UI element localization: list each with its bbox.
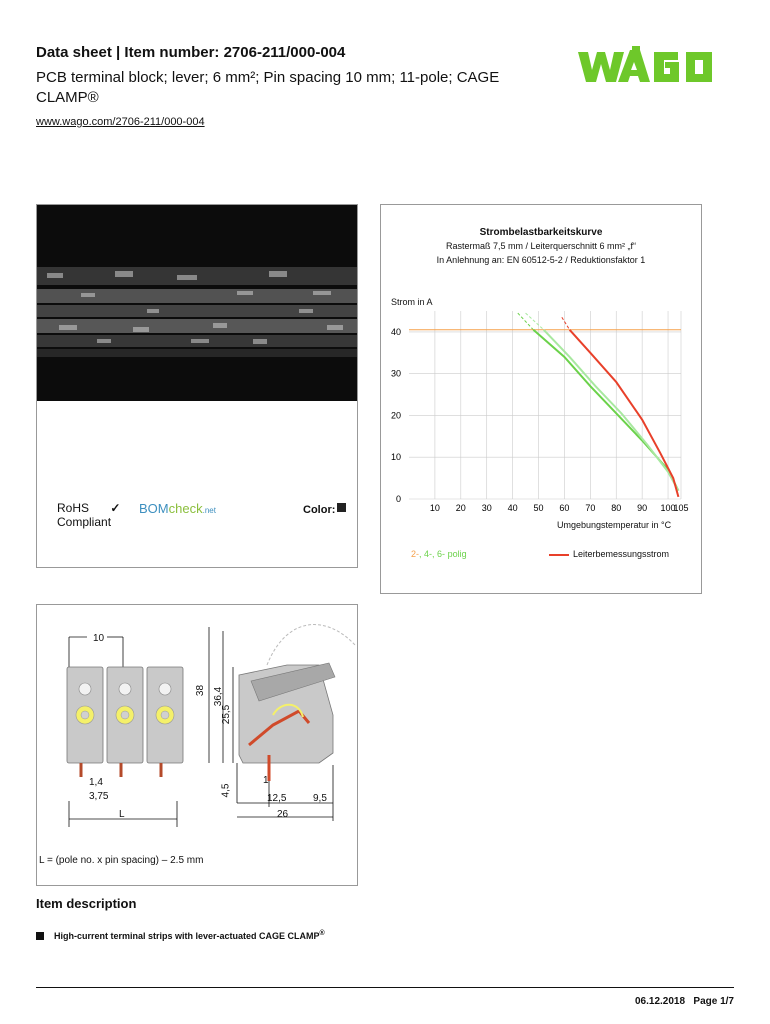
footer-page: Page 1/7: [693, 996, 734, 1007]
series-dashed-extension: [526, 313, 544, 330]
x-tick-label: 20: [455, 503, 466, 513]
dim-36-4: 36,4: [213, 686, 225, 707]
dim-38: 38: [195, 684, 207, 697]
dim-12-5: 12,5: [267, 793, 287, 804]
y-tick-label: 10: [390, 452, 401, 463]
y-tick-label: 0: [395, 494, 401, 504]
x-tick-label: 70: [585, 503, 596, 513]
dim-3-75: 3,75: [89, 791, 109, 802]
legend-poles-a: 2-: [411, 549, 420, 559]
legend-rated: Leiterbemessungsstrom: [573, 549, 670, 559]
chart-plot: [381, 205, 701, 593]
legend-poles: [411, 549, 467, 559]
color-swatch: [337, 503, 346, 512]
x-tick-label: 10: [429, 503, 440, 513]
series-line-lightgreen: [544, 330, 679, 491]
dim-1-4: 1,4: [89, 777, 103, 788]
bullet-text: High-current terminal strips with lever-actuated CAGE CLAMP: [54, 931, 320, 941]
x-tick-label: 90: [637, 503, 648, 513]
x-tick-label: 80: [611, 503, 622, 513]
bomcheck-part-c: .net: [202, 506, 216, 515]
rohs-compliant: Compliant: [57, 515, 112, 529]
bomcheck-part-a: BOM: [139, 501, 169, 516]
bomcheck-part-b: check: [168, 501, 203, 516]
dim-1: 1: [263, 775, 269, 786]
legend-poles-d: polig: [447, 549, 467, 559]
y-tick-label: 20: [390, 410, 401, 421]
series-dashed-extension: [562, 317, 570, 330]
bullet-sup: ®: [319, 930, 325, 937]
footer: [635, 996, 734, 1007]
dim-26: 26: [277, 809, 289, 820]
dim-25-5: 25,5: [221, 704, 233, 725]
bullet-square-icon: [36, 932, 44, 940]
x-tick-label: 100: [660, 503, 676, 513]
product-photo-panel: [36, 204, 358, 568]
legend-rated-swatch: [549, 554, 569, 556]
current-capacity-chart-panel: [380, 204, 702, 594]
description-bullet: [54, 930, 325, 941]
product-photo: [37, 205, 357, 401]
page-title: Data sheet | Item number: 2706-211/000-004: [36, 44, 346, 61]
dim-9-5: 9,5: [313, 793, 327, 804]
product-subtitle: PCB terminal block; lever; 6 mm²; Pin spacing 10 mm; 11-pole; CAGE CLAMP®: [36, 69, 500, 106]
x-tick-label: 50: [533, 503, 544, 513]
rohs-badge: [57, 501, 120, 529]
footer-divider: [36, 987, 734, 988]
dim-10: 10: [93, 633, 105, 644]
dim-L: L: [119, 809, 125, 820]
wago-logo: [578, 46, 734, 88]
chart-xlabel: Umgebungstemperatur in °C: [557, 520, 672, 530]
series-line-red: [570, 330, 679, 497]
x-tick-label: 60: [559, 503, 570, 513]
length-formula: L = (pole no. x pin spacing) – 2.5 mm: [39, 855, 204, 866]
series-line-green: [533, 330, 678, 491]
y-tick-label: 40: [390, 326, 401, 337]
chart-subtitle-1: Rastermaß 7,5 mm / Leiterquerschnitt 6 mm² „f“: [445, 241, 637, 251]
x-tick-label: 30: [481, 503, 492, 513]
bomcheck-logo: [139, 501, 216, 516]
section-title: Item description: [36, 896, 137, 911]
x-tick-label: 40: [507, 503, 518, 513]
legend-poles-c: , 6-: [432, 549, 446, 559]
check-icon: ✓: [110, 501, 121, 515]
footer-date: 06.12.2018: [635, 996, 686, 1007]
dimension-drawing-panel: [36, 604, 358, 886]
y-tick-label: 30: [390, 368, 401, 379]
rohs-label: RoHS: [57, 501, 90, 515]
product-link[interactable]: www.wago.com/2706-211/000-004: [36, 116, 205, 128]
chart-ylabel: Strom in A: [391, 297, 433, 307]
x-tick-label: 105: [673, 503, 689, 513]
color-label: Color:: [303, 504, 336, 516]
dim-4-5: 4,5: [220, 783, 232, 798]
legend-poles-b: , 4-: [419, 549, 433, 559]
dimension-drawing: [37, 605, 357, 885]
chart-title: Strombelastbarkeitskurve: [479, 227, 603, 238]
chart-subtitle-2: In Anlehnung an: EN 60512-5-2 / Reduktionsfaktor 1: [436, 255, 646, 265]
series-dashed-extension: [518, 313, 534, 330]
